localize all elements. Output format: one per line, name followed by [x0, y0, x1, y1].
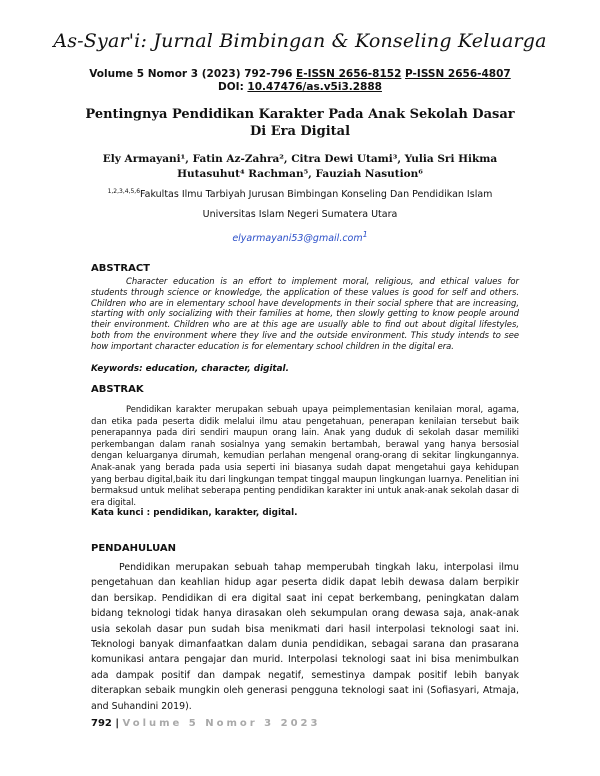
eissn-link[interactable]: E-ISSN 2656-8152 — [296, 68, 402, 80]
page-number: 792 | — [91, 718, 123, 729]
keywords: Keywords: education, character, digital. — [91, 364, 289, 374]
kata-kunci: Kata kunci : pendidikan, karakter, digital. — [91, 508, 298, 518]
faculty-name: Fakultas Ilmu Tarbiyah Jurusan Bimbingan Konseling Dan Pendidikan Islam — [140, 189, 493, 201]
abstract-body: Character education is an effort to implement moral, religious, and ethical values for students through science or knowledge, the application of these values is good for self and others. Children who are in elementary school have developments in their social sphere that are increasing, starting with only socializing with their families at home, then slowly getting to know people around their environment. Children who are at this age are usually able to find out about digital lifestyles, both from the environment where they live and the outside environment. This study intends to see how important character education is for elementary school children in the digital era. — [91, 276, 519, 351]
abstrak-body: Pendidikan karakter merupakan sebuah upaya peimplementasian kenilaian moral, agama, dan etika pada peserta didik melalui ilmu atau pengetahuan, penerapan kenilaian tersebut baik penerapannya pada diri sendiri maupun orang lain. Anak yang duduk di sekolah dasar memiliki perkembangan dalam ranah sosialnya yang semakin bertambah, berawal yang hanya bersosial dengan keluarganya dirumah, kemudian perlahan mengenal orang-orang di sekitar lingkungannya. Anak-anak yang berada pada usia seperti ini biasanya sudah dapat mengetahui gaya kehidupan yang berbau digital,baik itu dari lingkungan tempat tinggal maupun lingkungan luarnya. Penelitian ini bermaksud untuk melihat seberapa penting pendidikan karakter ini untuk anak-anak sekolah dasar di era digital. — [91, 404, 519, 507]
affiliation-university: Universitas Islam Negeri Sumatera Utara — [202, 209, 398, 220]
abstract-heading: ABSTRACT — [91, 263, 150, 274]
journal-title: As-Syar'i: Jurnal Bimbingan & Konseling Keluarga — [53, 30, 547, 52]
doi-line — [0, 81, 600, 93]
footer-volume: Volume 5 Nomor 3 2023 — [122, 718, 321, 729]
email-superscript: 1 — [362, 230, 368, 239]
paper-title: Pentingnya Pendidikan Karakter Pada Anak Sekolah Dasar Di Era Digital — [85, 107, 515, 139]
pendahuluan-body: Pendidikan merupakan sebuah tahap memperubah tingkah laku, interpolasi ilmu pengetahuan dan keahlian hidup agar peserta didik dapat lebih dewasa dalam berpikir dan bersikap. Pendidikan di era digital saat ini cepat berkembang, peningkatan dalam bidang teknologi tidak hanya dirasakan oleh sekumpulan orang dewasa saja, anak-anak usia sekolah dasar pun sudah bisa menikmati dari hasil interpolasi teknologi saat ini. Teknologi banyak dimanfaatkan dalam dunia pendidikan, sebagai sarana dan prasarana komunikasi antara pengajar dan murid. Interpolasi teknologi saat ini bisa menimbulkan ada dampak positif dan dampak negatif, semestinya dampak positif lebih banyak diterapkan sebaik mungkin oleh generasi pengguna teknologi saat ini (Sofiasyari, Atmaja, and Suhandini 2019). — [91, 562, 519, 712]
issue-info — [0, 68, 600, 80]
author-list: Ely Armayani¹, Fatin Az-Zahra², Citra Dewi Utami³, Yulia Sri Hikma Hutasuhut⁴ Rachman⁵, Fauziah Nasution⁶ — [102, 153, 498, 180]
author-email — [0, 230, 600, 244]
doi-link[interactable]: 10.47476/as.v5i3.2888 — [247, 81, 382, 93]
affiliation-superscript: 1,2,3,4,5,6 — [107, 188, 141, 195]
page-footer — [91, 718, 320, 729]
pendahuluan-heading: PENDAHULUAN — [91, 543, 176, 554]
doi-label: DOI: — [218, 81, 248, 93]
volume-info: Volume 5 Nomor 3 (2023) 792-796 — [89, 68, 297, 80]
abstrak-heading: ABSTRAK — [91, 384, 144, 395]
affiliation-faculty — [0, 188, 600, 200]
email-link[interactable]: elyarmayani53@gmail.com — [232, 233, 363, 245]
pissn-link[interactable]: P-ISSN 2656-4807 — [405, 68, 511, 80]
